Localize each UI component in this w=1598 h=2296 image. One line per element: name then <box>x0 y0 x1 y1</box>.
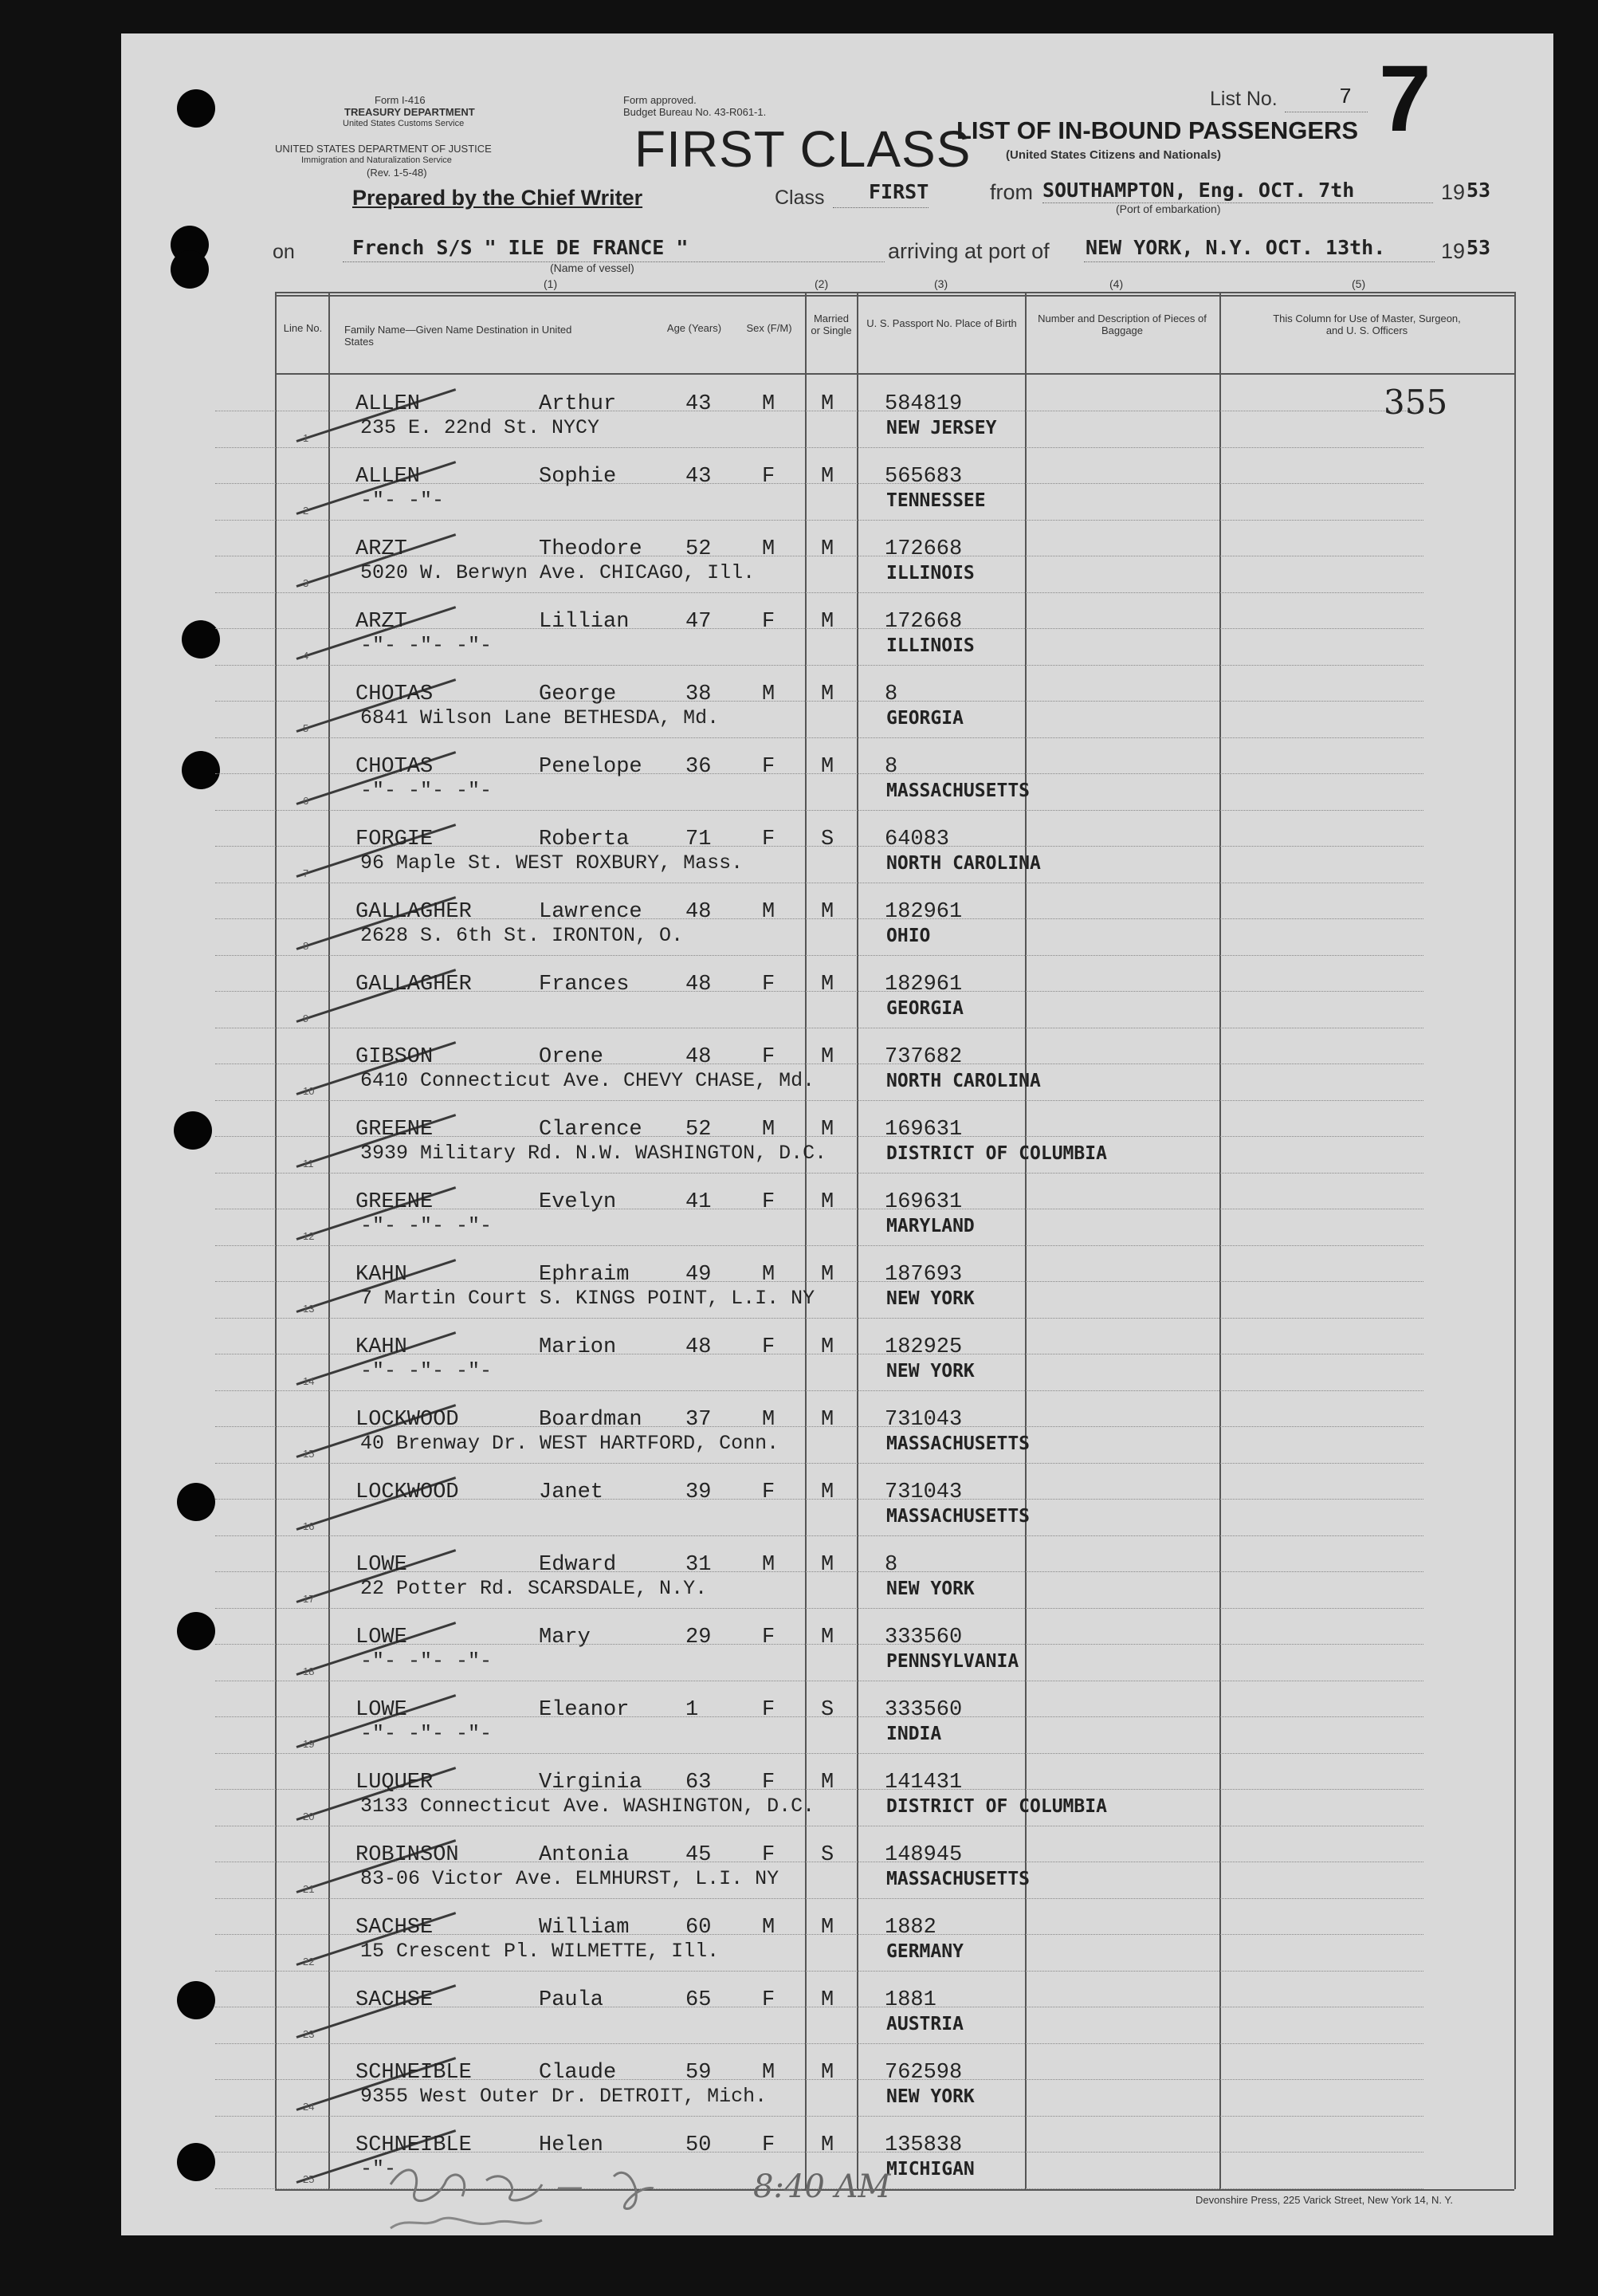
place-of-birth: MASSACHUSETTS <box>886 780 1031 801</box>
form-approved: Form approved. <box>623 94 697 106</box>
marital-status: S <box>821 828 834 851</box>
age: 65 <box>685 1988 712 2012</box>
passport-number: 762598 <box>885 2061 963 2085</box>
given-name: Eleanor <box>539 1698 630 1722</box>
passport-number: 148945 <box>885 1843 963 1867</box>
destination-address: 5020 W. Berwyn Ave. CHICAGO, Ill. <box>360 561 756 584</box>
line-number: 25 <box>303 2173 315 2185</box>
marital-status: M <box>821 392 834 416</box>
surname: ALLEN <box>355 392 421 416</box>
line-number: 14 <box>303 1375 315 1387</box>
line-number: 21 <box>303 1883 315 1895</box>
arrival-year: 53 <box>1466 236 1491 259</box>
place-of-birth: MICHIGAN <box>886 2159 975 2180</box>
marital-status: M <box>821 537 834 561</box>
punch-hole <box>171 250 209 289</box>
from-year-prefix: 19 <box>1441 180 1466 204</box>
sex: F <box>762 1698 775 1722</box>
sex: M <box>762 2061 775 2085</box>
given-name: Antonia <box>539 1843 630 1867</box>
printer-footer: Devonshire Press, 225 Varick Street, New York 14, N. Y. <box>1196 2194 1453 2206</box>
ins-service: Immigration and Naturalization Service <box>301 155 452 165</box>
line-number: 19 <box>303 1738 315 1750</box>
from-label: from <box>990 180 1033 204</box>
prepared-by: Prepared by the Chief Writer <box>352 186 643 210</box>
line-number: 24 <box>303 2101 315 2113</box>
surname: GALLAGHER <box>355 973 472 997</box>
marital-status: M <box>821 973 834 997</box>
line-number: 15 <box>303 1448 315 1460</box>
punch-hole <box>177 89 215 128</box>
given-name: Edward <box>539 1553 617 1577</box>
destination-address: 6841 Wilson Lane BETHESDA, Md. <box>360 706 720 729</box>
handwritten-number: 355 <box>1384 383 1448 422</box>
age: 63 <box>685 1771 712 1795</box>
surname: LOCKWOOD <box>355 1480 459 1504</box>
list-title: LIST OF IN-BOUND PASSENGERS <box>956 116 1359 144</box>
age: 29 <box>685 1626 712 1649</box>
destination-address: 3939 Military Rd. N.W. WASHINGTON, D.C. <box>360 1142 827 1165</box>
marital-status: M <box>821 755 834 779</box>
age: 1 <box>685 1698 699 1722</box>
line-number: 22 <box>303 1956 315 1968</box>
given-name: Frances <box>539 973 630 997</box>
list-subtitle: (United States Citizens and Nationals) <box>1006 148 1222 162</box>
arriving-label: arriving at port of <box>888 239 1050 263</box>
from-year: 53 <box>1466 179 1491 202</box>
sex: F <box>762 1771 775 1795</box>
surname: KAHN <box>355 1263 407 1287</box>
port-embarkation-note: (Port of embarkation) <box>1116 202 1221 215</box>
big-list-number: 7 <box>1379 46 1431 151</box>
line-number: 23 <box>303 2028 315 2040</box>
destination-address: 2628 S. 6th St. IRONTON, O. <box>360 924 684 947</box>
destination-address: 40 Brenway Dr. WEST HARTFORD, Conn. <box>360 1432 779 1455</box>
line-number: 4 <box>303 650 309 662</box>
sex: F <box>762 1626 775 1649</box>
destination-address: 3133 Connecticut Ave. WASHINGTON, D.C. <box>360 1795 815 1818</box>
surname: LOCKWOOD <box>355 1408 459 1432</box>
marital-status: M <box>821 1916 834 1940</box>
place-of-birth: ILLINOIS <box>886 635 975 656</box>
from-value: SOUTHAMPTON, Eng. OCT. 7th <box>1042 179 1355 202</box>
arrival-year-prefix: 19 <box>1441 239 1466 263</box>
on-label: on <box>273 241 295 263</box>
surname: CHOTAS <box>355 755 434 779</box>
destination-address: -"- -"- -"- <box>360 634 493 657</box>
line-number: 9 <box>303 1012 309 1024</box>
destination-address: -"- <box>360 2157 397 2180</box>
marital-status: M <box>821 1408 834 1432</box>
marital-status: M <box>821 1118 834 1142</box>
marital-status: M <box>821 1771 834 1795</box>
given-name: Ephraim <box>539 1263 630 1287</box>
marital-status: M <box>821 1988 834 2012</box>
sex: F <box>762 1843 775 1867</box>
given-name: Clarence <box>539 1118 642 1142</box>
sex: F <box>762 1988 775 2012</box>
manifest-page <box>121 33 1553 2235</box>
col-num-5: (5) <box>1352 277 1366 290</box>
place-of-birth: AUSTRIA <box>886 2014 964 2035</box>
signature-time: 8:40 AM <box>753 2168 891 2205</box>
marital-status: M <box>821 682 834 706</box>
marital-status: M <box>821 1190 834 1214</box>
place-of-birth: NEW JERSEY <box>886 418 997 438</box>
age: 45 <box>685 1843 712 1867</box>
destination-address: -"- -"- <box>360 489 445 512</box>
given-name: Arthur <box>539 392 617 416</box>
marital-status: M <box>821 900 834 924</box>
punch-hole <box>177 1612 215 1650</box>
given-name: Evelyn <box>539 1190 617 1214</box>
age: 39 <box>685 1480 712 1504</box>
marital-status: M <box>821 1553 834 1577</box>
age: 52 <box>685 1118 712 1142</box>
surname: ARZT <box>355 610 407 634</box>
passport-number: 8 <box>885 682 898 706</box>
place-of-birth: GEORGIA <box>886 998 964 1019</box>
age: 43 <box>685 465 712 489</box>
given-name: Penelope <box>539 755 642 779</box>
surname: GREENE <box>355 1118 434 1142</box>
list-no-value: 7 <box>1339 86 1353 110</box>
surname: ARZT <box>355 537 407 561</box>
line-number: 17 <box>303 1593 315 1605</box>
marital-status: M <box>821 2133 834 2157</box>
header-line-no: Line No. <box>283 322 323 334</box>
given-name: Roberta <box>539 828 630 851</box>
destination-address: 83-06 Victor Ave. ELMHURST, L.I. NY <box>360 1867 779 1890</box>
given-name: Claude <box>539 2061 617 2085</box>
line-number: 2 <box>303 505 309 517</box>
class-value: FIRST <box>869 180 929 203</box>
place-of-birth: ILLINOIS <box>886 563 975 584</box>
punch-hole <box>177 1483 215 1521</box>
passport-number: 731043 <box>885 1408 963 1432</box>
age: 59 <box>685 2061 712 2085</box>
line-number: 16 <box>303 1520 315 1532</box>
destination-address: 235 E. 22nd St. NYCY <box>360 416 600 439</box>
header-officers: This Column for Use of Master, Surgeon, and U. S. Officers <box>1273 313 1461 336</box>
destination-address: -"- -"- -"- <box>360 779 493 802</box>
budget-bureau: Budget Bureau No. 43-R061-1. <box>623 106 767 118</box>
surname: ROBINSON <box>355 1843 459 1867</box>
passport-number: 169631 <box>885 1118 963 1142</box>
given-name: Marion <box>539 1335 617 1359</box>
passport-number: 135838 <box>885 2133 963 2157</box>
age: 41 <box>685 1190 712 1214</box>
given-name: Helen <box>539 2133 604 2157</box>
header-passport: U. S. Passport No. Place of Birth <box>866 317 1017 329</box>
given-name: Boardman <box>539 1408 642 1432</box>
passport-number: 141431 <box>885 1771 963 1795</box>
passport-number: 182961 <box>885 900 963 924</box>
sex: M <box>762 1408 775 1432</box>
place-of-birth: NEW YORK <box>886 1288 975 1309</box>
passport-number: 182925 <box>885 1335 963 1359</box>
revision: (Rev. 1-5-48) <box>367 167 427 179</box>
place-of-birth: OHIO <box>886 926 931 946</box>
passport-number: 737682 <box>885 1045 963 1069</box>
line-number: 6 <box>303 795 309 807</box>
sex: F <box>762 755 775 779</box>
passport-number: 172668 <box>885 610 963 634</box>
place-of-birth: NORTH CAROLINA <box>886 853 1041 874</box>
col-num-2: (2) <box>815 277 829 290</box>
surname: SCHNEIBLE <box>355 2061 472 2085</box>
age: 71 <box>685 828 712 851</box>
marital-status: M <box>821 1626 834 1649</box>
punch-hole <box>177 1981 215 2019</box>
sex: M <box>762 392 775 416</box>
header-age: Age (Years) <box>666 322 722 334</box>
surname: LOWE <box>355 1626 407 1649</box>
age: 48 <box>685 900 712 924</box>
passport-number: 565683 <box>885 465 963 489</box>
age: 37 <box>685 1408 712 1432</box>
destination-address: -"- -"- -"- <box>360 1359 493 1382</box>
surname: KAHN <box>355 1335 407 1359</box>
age: 48 <box>685 973 712 997</box>
surname: LOWE <box>355 1553 407 1577</box>
sex: M <box>762 682 775 706</box>
destination-address: 9355 West Outer Dr. DETROIT, Mich. <box>360 2085 768 2108</box>
passport-number: 172668 <box>885 537 963 561</box>
sex: M <box>762 1553 775 1577</box>
surname: CHOTAS <box>355 682 434 706</box>
given-name: Orene <box>539 1045 604 1069</box>
punch-hole <box>177 2143 215 2181</box>
place-of-birth: NEW YORK <box>886 1361 975 1382</box>
line-number: 3 <box>303 577 309 589</box>
place-of-birth: DISTRICT OF COLUMBIA <box>886 1796 1107 1817</box>
header-sex: Sex (F/M) <box>746 322 792 334</box>
place-of-birth: MASSACHUSETTS <box>886 1433 1031 1454</box>
sex: F <box>762 2133 775 2157</box>
line-number: 18 <box>303 1665 315 1677</box>
header-married: Married or Single <box>811 313 852 336</box>
destination-address: 6410 Connecticut Ave. CHEVY CHASE, Md. <box>360 1069 815 1092</box>
surname: SACHSE <box>355 1916 434 1940</box>
passport-number: 584819 <box>885 392 963 416</box>
given-name: Paula <box>539 1988 604 2012</box>
place-of-birth: MASSACHUSETTS <box>886 1506 1031 1527</box>
marital-status: M <box>821 610 834 634</box>
col-num-4: (4) <box>1109 277 1124 290</box>
form-number: Form I-416 <box>375 94 426 106</box>
marital-status: M <box>821 465 834 489</box>
surname: FORGIE <box>355 828 434 851</box>
class-label: Class <box>775 187 825 209</box>
sex: M <box>762 1916 775 1940</box>
given-name: George <box>539 682 617 706</box>
justice-dept: UNITED STATES DEPARTMENT OF JUSTICE <box>275 143 492 155</box>
place-of-birth: MARYLAND <box>886 1216 975 1236</box>
age: 48 <box>685 1045 712 1069</box>
destination-address: 96 Maple St. WEST ROXBURY, Mass. <box>360 851 744 875</box>
given-name: Theodore <box>539 537 642 561</box>
age: 52 <box>685 537 712 561</box>
place-of-birth: NEW YORK <box>886 1578 975 1599</box>
first-class-stamp: FIRST CLASS <box>634 120 972 178</box>
passport-number: 187693 <box>885 1263 963 1287</box>
surname: GIBSON <box>355 1045 434 1069</box>
vessel-note: (Name of vessel) <box>550 261 634 274</box>
marital-status: M <box>821 1480 834 1504</box>
line-number: 1 <box>303 432 309 444</box>
passport-number: 731043 <box>885 1480 963 1504</box>
col-num-1: (1) <box>544 277 558 290</box>
sex: M <box>762 1263 775 1287</box>
destination-address: -"- -"- -"- <box>360 1722 493 1745</box>
list-no-label: List No. <box>1210 88 1278 110</box>
line-number: 20 <box>303 1810 315 1822</box>
line-number: 5 <box>303 722 309 734</box>
line-number: 11 <box>303 1158 314 1170</box>
marital-status: M <box>821 2061 834 2085</box>
line-number: 10 <box>303 1085 315 1097</box>
age: 36 <box>685 755 712 779</box>
age: 60 <box>685 1916 712 1940</box>
place-of-birth: GERMANY <box>886 1941 964 1962</box>
given-name: Virginia <box>539 1771 642 1795</box>
given-name: Lawrence <box>539 900 642 924</box>
passport-number: 64083 <box>885 828 950 851</box>
place-of-birth: PENNSYLVANIA <box>886 1651 1019 1672</box>
sex: F <box>762 1045 775 1069</box>
place-of-birth: INDIA <box>886 1724 942 1744</box>
sex: F <box>762 1190 775 1214</box>
age: 31 <box>685 1553 712 1577</box>
destination-address: -"- -"- -"- <box>360 1214 493 1237</box>
header-baggage: Number and Description of Pieces of Baggage <box>1038 313 1207 336</box>
customs-service: United States Customs Service <box>343 119 465 128</box>
age: 43 <box>685 392 712 416</box>
surname: SCHNEIBLE <box>355 2133 472 2157</box>
given-name: William <box>539 1916 630 1940</box>
line-number: 7 <box>303 867 309 879</box>
punch-hole <box>174 1111 212 1150</box>
given-name: Sophie <box>539 465 617 489</box>
surname: LUQUER <box>355 1771 434 1795</box>
place-of-birth: GEORGIA <box>886 708 964 729</box>
surname: GREENE <box>355 1190 434 1214</box>
sex: F <box>762 610 775 634</box>
age: 48 <box>685 1335 712 1359</box>
sex: F <box>762 973 775 997</box>
place-of-birth: NEW YORK <box>886 2086 975 2107</box>
passport-number: 169631 <box>885 1190 963 1214</box>
sex: F <box>762 1480 775 1504</box>
sex: M <box>762 900 775 924</box>
passport-number: 182961 <box>885 973 963 997</box>
sex: M <box>762 1118 775 1142</box>
given-name: Mary <box>539 1626 591 1649</box>
age: 38 <box>685 682 712 706</box>
place-of-birth: NORTH CAROLINA <box>886 1071 1041 1091</box>
punch-hole <box>182 751 220 789</box>
given-name: Lillian <box>539 610 630 634</box>
passport-number: 1881 <box>885 1988 936 2012</box>
place-of-birth: DISTRICT OF COLUMBIA <box>886 1143 1107 1164</box>
age: 47 <box>685 610 712 634</box>
passport-number: 333560 <box>885 1698 963 1722</box>
place-of-birth: TENNESSEE <box>886 490 986 511</box>
header-family-name: Family Name—Given Name Destination in United States <box>344 324 572 348</box>
passport-number: 333560 <box>885 1626 963 1649</box>
sex: F <box>762 465 775 489</box>
given-name: Janet <box>539 1480 604 1504</box>
age: 50 <box>685 2133 712 2157</box>
place-of-birth: MASSACHUSETTS <box>886 1869 1031 1889</box>
vessel-name: French S/S " ILE DE FRANCE " <box>352 236 689 259</box>
destination-address: 22 Potter Rd. SCARSDALE, N.Y. <box>360 1577 708 1600</box>
destination-address: -"- -"- -"- <box>360 1649 493 1673</box>
surname: SACHSE <box>355 1988 434 2012</box>
sex: F <box>762 1335 775 1359</box>
marital-status: S <box>821 1843 834 1867</box>
passport-number: 8 <box>885 1553 898 1577</box>
marital-status: S <box>821 1698 834 1722</box>
destination-address: 15 Crescent Pl. WILMETTE, Ill. <box>360 1940 720 1963</box>
arrival-value: NEW YORK, N.Y. OCT. 13th. <box>1086 236 1386 259</box>
treasury-dept: TREASURY DEPARTMENT <box>344 106 475 118</box>
col-num-3: (3) <box>934 277 948 290</box>
surname: ALLEN <box>355 465 421 489</box>
marital-status: M <box>821 1335 834 1359</box>
line-number: 13 <box>303 1303 315 1315</box>
line-number: 8 <box>303 940 309 952</box>
sex: F <box>762 828 775 851</box>
destination-address: 7 Martin Court S. KINGS POINT, L.I. NY <box>360 1287 815 1310</box>
marital-status: M <box>821 1263 834 1287</box>
sex: M <box>762 537 775 561</box>
punch-hole <box>182 620 220 659</box>
passport-number: 8 <box>885 755 898 779</box>
line-number: 12 <box>303 1230 315 1242</box>
age: 49 <box>685 1263 712 1287</box>
marital-status: M <box>821 1045 834 1069</box>
surname: GALLAGHER <box>355 900 472 924</box>
passport-number: 1882 <box>885 1916 936 1940</box>
surname: LOWE <box>355 1698 407 1722</box>
